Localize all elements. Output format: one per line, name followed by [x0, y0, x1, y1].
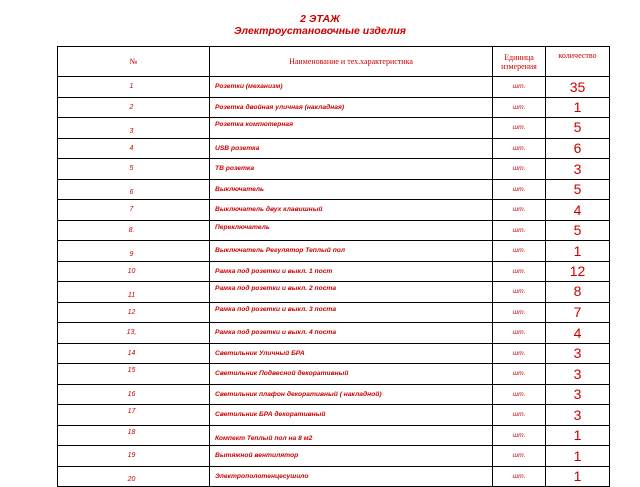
table-header-row — [58, 47, 610, 77]
row-number: 15 — [58, 364, 210, 385]
item-quantity: 12 — [546, 261, 610, 282]
row-number: 5 — [58, 159, 210, 180]
item-quantity: 5 — [546, 220, 610, 241]
item-name: Рамка под розетки и выкл. 3 поста — [210, 302, 493, 323]
item-name: Светильник БРА декоративный — [210, 405, 493, 426]
row-number: 8. — [58, 220, 210, 241]
row-number: 3 — [58, 118, 210, 139]
item-name: Рамка под розетки и выкл. 4 поста — [210, 323, 493, 344]
item-quantity: 1 — [546, 97, 610, 118]
row-number: 4 — [58, 138, 210, 159]
item-unit: шт. — [493, 364, 546, 385]
item-name: Розетки (механизм) — [210, 77, 493, 98]
item-unit: шт. — [493, 200, 546, 221]
row-number: 18 — [58, 425, 210, 446]
table-row — [58, 118, 610, 139]
item-name: Переключатель — [210, 220, 493, 241]
floor-heading: 2 ЭТАЖ — [300, 13, 340, 25]
item-quantity: 35 — [546, 77, 610, 98]
item-unit: шт. — [493, 97, 546, 118]
item-name: Рамка под розетки и выкл. 2 поста — [210, 282, 493, 303]
row-number: 11 — [58, 282, 210, 303]
item-name: Выключатель — [210, 179, 493, 200]
table-row — [58, 179, 610, 200]
item-quantity: 1 — [546, 466, 610, 487]
row-number: 10 — [58, 261, 210, 282]
item-name: Выключатель Регулятор Теплый пол — [210, 241, 493, 262]
header-unit — [493, 47, 546, 77]
item-name: Светильник Уличный БРА — [210, 343, 493, 364]
header-unit-label: Единица измерения — [501, 52, 537, 71]
item-unit: шт. — [493, 118, 546, 139]
item-quantity: 3 — [546, 364, 610, 385]
item-unit: шт. — [493, 220, 546, 241]
item-quantity: 6 — [546, 138, 610, 159]
item-quantity: 3 — [546, 405, 610, 426]
item-quantity: 5 — [546, 118, 610, 139]
items-table — [57, 46, 610, 487]
item-name: Светильник плафон декоративный ( накладной) — [210, 384, 493, 405]
row-number: 2 — [58, 97, 210, 118]
item-quantity: 1 — [546, 446, 610, 467]
item-unit: шт. — [493, 77, 546, 98]
row-number: 7 — [58, 200, 210, 221]
row-number: 14 — [58, 343, 210, 364]
table-row — [58, 159, 610, 180]
item-name: Выключатель двух клавишный — [210, 200, 493, 221]
table-row — [58, 323, 610, 344]
item-name: Розетка двойная уличная (накладная) — [210, 97, 493, 118]
item-unit: шт. — [493, 302, 546, 323]
item-unit: шт. — [493, 159, 546, 180]
item-unit: шт. — [493, 282, 546, 303]
item-quantity: 7 — [546, 302, 610, 323]
item-quantity: 3 — [546, 159, 610, 180]
document-title: Электроустановочные изделия — [234, 25, 406, 37]
item-unit: шт. — [493, 466, 546, 487]
item-quantity: 3 — [546, 343, 610, 364]
row-number: 19 — [58, 446, 210, 467]
item-unit: шт. — [493, 405, 546, 426]
header-qty: количество — [546, 47, 610, 77]
table-row — [58, 466, 610, 487]
item-unit: шт. — [493, 343, 546, 364]
header-name: Наименование и тех.характеристика — [210, 47, 493, 77]
table-row — [58, 200, 610, 221]
item-name: Вытяжной вентилятор — [210, 446, 493, 467]
item-unit: шт. — [493, 241, 546, 262]
item-name: Розетка компютерная — [210, 118, 493, 139]
item-unit: шт. — [493, 261, 546, 282]
row-number: 20 — [58, 466, 210, 487]
item-quantity: 4 — [546, 323, 610, 344]
row-number: 9 — [58, 241, 210, 262]
item-quantity: 8 — [546, 282, 610, 303]
header-num: № — [58, 47, 210, 77]
table-row — [58, 77, 610, 98]
row-number: 16 — [58, 384, 210, 405]
table-row — [58, 446, 610, 467]
table-row — [58, 241, 610, 262]
table-row — [58, 220, 610, 241]
item-unit: шт. — [493, 425, 546, 446]
item-unit: шт. — [493, 179, 546, 200]
row-number: 12 — [58, 302, 210, 323]
item-name: ТВ розетка — [210, 159, 493, 180]
table-row — [58, 384, 610, 405]
item-name: Рамка под розетки и выкл. 1 пост — [210, 261, 493, 282]
table-row — [58, 405, 610, 426]
item-unit: шт. — [493, 384, 546, 405]
table-row — [58, 302, 610, 323]
item-name: USB розетка — [210, 138, 493, 159]
row-number: 17 — [58, 405, 210, 426]
item-quantity: 3 — [546, 384, 610, 405]
table-row — [58, 425, 610, 446]
table-row — [58, 138, 610, 159]
row-number: 13, — [58, 323, 210, 344]
item-name: Светильник Подвесной декоративный — [210, 364, 493, 385]
item-unit: шт. — [493, 446, 546, 467]
item-quantity: 1 — [546, 425, 610, 446]
item-quantity: 4 — [546, 200, 610, 221]
table-row — [58, 97, 610, 118]
item-name: Электрополотенцесушило — [210, 466, 493, 487]
row-number: 6 — [58, 179, 210, 200]
table-row — [58, 282, 610, 303]
item-name: Компект Теплый пол на 8 м2 — [210, 425, 493, 446]
item-unit: шт. — [493, 138, 546, 159]
item-unit: шт. — [493, 323, 546, 344]
item-quantity: 5 — [546, 179, 610, 200]
table-row — [58, 261, 610, 282]
table-row — [58, 343, 610, 364]
row-number: 1 — [58, 77, 210, 98]
item-quantity: 1 — [546, 241, 610, 262]
table-row — [58, 364, 610, 385]
